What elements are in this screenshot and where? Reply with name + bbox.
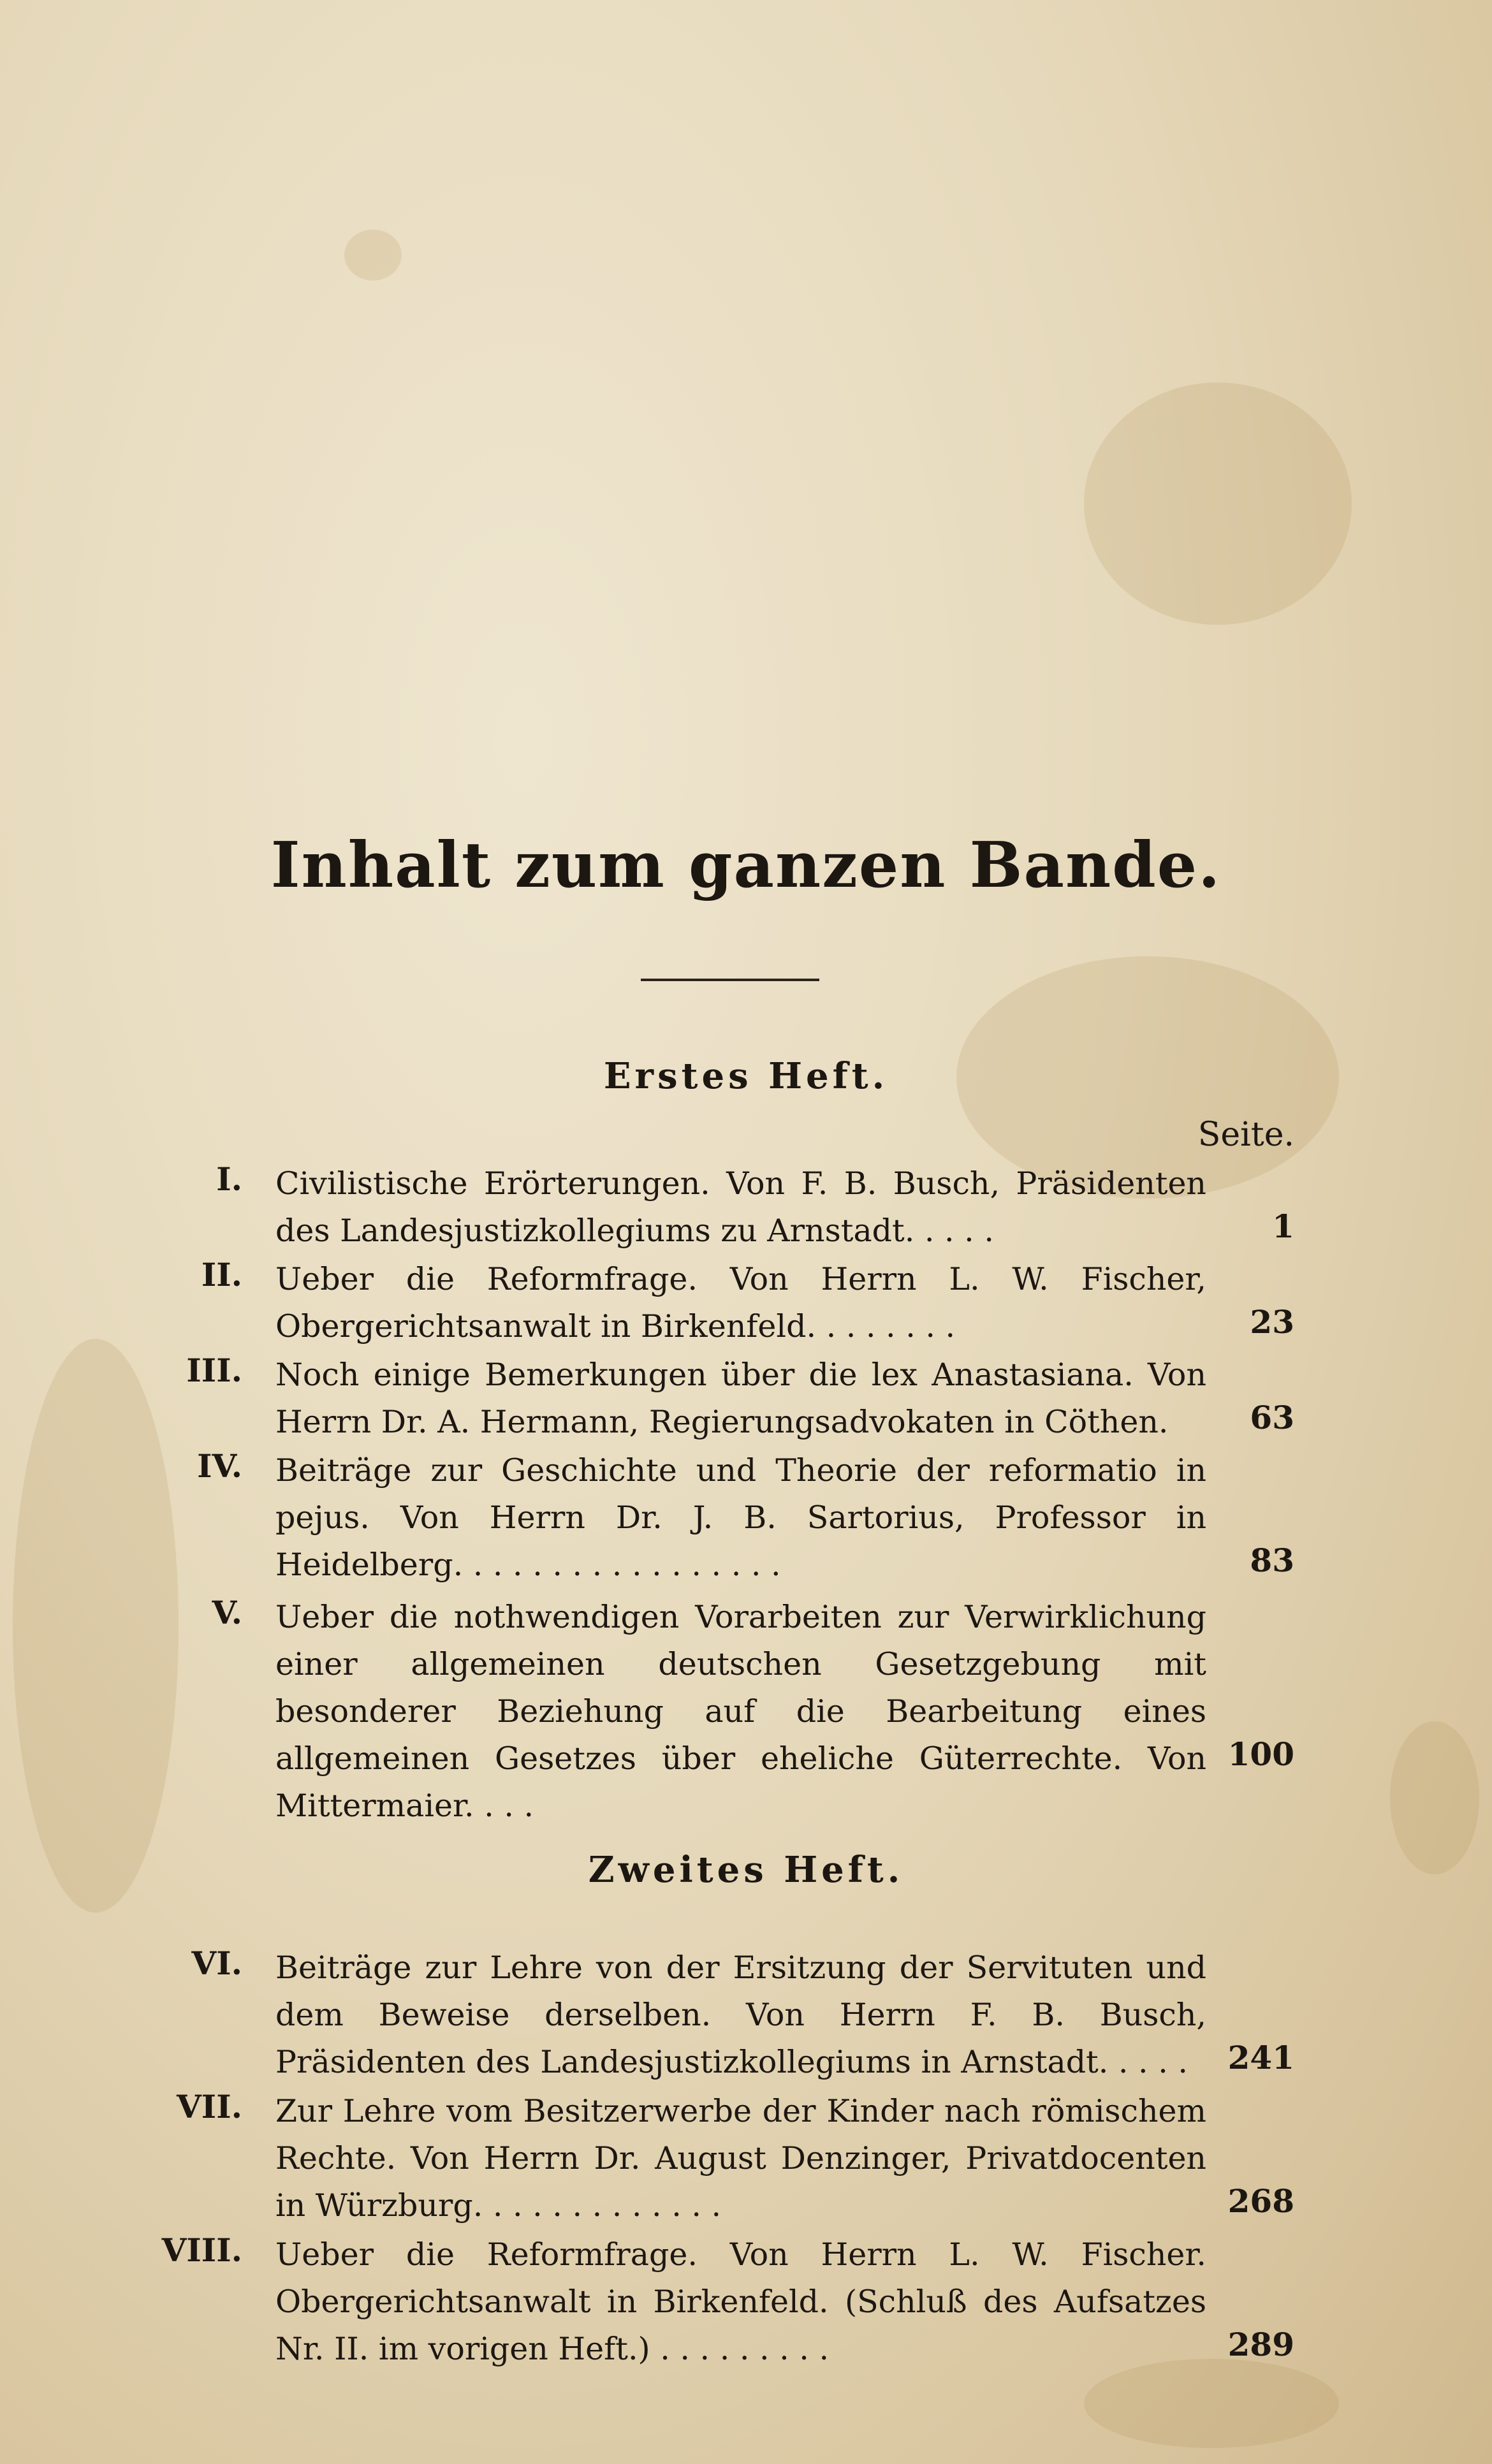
entry-text: Ueber die nothwendigen Vorarbeiten zur Verwirklichung einer allgemeinen deutschen Gesetzgebung mit besonderer Beziehung auf die Bearbeitung eines allgemeinen Gesetzes über eheliche Güterrechte. Von Mittermaier. . . . [275, 1599, 1206, 1824]
paper-stain [344, 230, 402, 281]
section-heading-erstes-heft: Erstes Heft. [603, 1055, 889, 1097]
entry-number: II. [201, 1256, 242, 1294]
title-divider [641, 979, 819, 981]
entry-number: VI. [191, 1944, 242, 1982]
entry-text: Beiträge zur Geschichte und Theorie der reformatio in pejus. Von Herrn Dr. J. B. Sartorius, Professor in Heidelberg. . . . . . . . . . . . . . . . . [275, 1452, 1206, 1583]
entry-page: 268 [1227, 2182, 1294, 2220]
entry-text: Ueber die Reformfrage. Von Herrn L. W. Fischer. Obergerichtsanwalt in Birkenfeld. (Schluß des Aufsatzes Nr. II. im vorigen Heft.) . . . . . . . . . [275, 2236, 1206, 2367]
page-column-label: Seite. [1197, 1116, 1294, 1154]
entry-text: Zur Lehre vom Besitzerwerbe der Kinder nach römischem Rechte. Von Herrn Dr. August Denzinger, Privatdocenten in Würzburg. . . . . . . . . . . . . [275, 2093, 1206, 2224]
entry-number: III. [186, 1352, 242, 1389]
entry-text: Beiträge zur Lehre von der Ersitzung der Servituten und dem Beweise derselben. Von Herrn F. B. Busch, Präsidenten des Landesjustizkollegiums in Arnstadt. . . . . [275, 1950, 1206, 2080]
entry-number: V. [212, 1594, 242, 1631]
entry-page: 23 [1250, 1303, 1294, 1341]
entry-page: 63 [1250, 1399, 1294, 1436]
entry-number: VII. [177, 2088, 242, 2125]
entry-page: 83 [1250, 1542, 1294, 1579]
entry-page: 1 [1272, 1207, 1294, 1245]
paper-stain [1084, 383, 1352, 625]
entry-page: 241 [1227, 2039, 1294, 2076]
entry-text: Noch einige Bemerkungen über die lex Anastasiana. Von Herrn Dr. A. Hermann, Regierungsadvokaten in Cöthen. [275, 1357, 1206, 1440]
entry-number: IV. [197, 1447, 242, 1485]
section-heading-zweites-heft: Zweites Heft. [588, 1849, 904, 1891]
entry-text: Civilistische Erörterungen. Von F. B. Busch, Präsidenten des Landesjustizkollegiums zu Arnstadt. . . . . [275, 1165, 1206, 1249]
entry-text: Ueber die Reformfrage. Von Herrn L. W. Fischer, Obergerichtsanwalt in Birkenfeld. . . . . . . . [275, 1261, 1206, 1345]
page-title: Inhalt zum ganzen Bande. [270, 829, 1222, 902]
entry-page: 100 [1227, 1735, 1294, 1773]
entry-number: VIII. [161, 2231, 242, 2269]
entry-page: 289 [1227, 2326, 1294, 2363]
entry-number: I. [216, 1160, 242, 1198]
